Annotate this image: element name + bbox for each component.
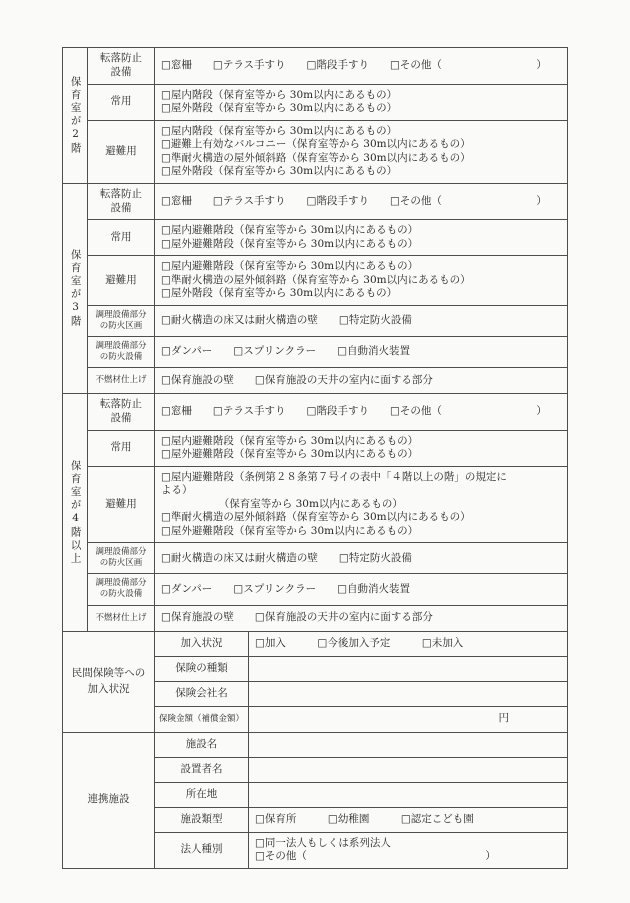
row-content <box>249 833 567 868</box>
row-evacuation-use <box>88 121 567 183</box>
row-label <box>88 467 155 543</box>
section-rows <box>88 394 567 630</box>
section-label-line: 連携施設 <box>87 793 130 806</box>
row-label <box>88 337 155 367</box>
text-line: （保育室等から 30m以内にあるもの） <box>161 497 403 510</box>
checkbox-option-line: □屋内階段（保育室等から 30m以内にあるもの） <box>161 88 398 101</box>
row-label <box>88 306 155 336</box>
section-rows <box>88 48 567 183</box>
row-content <box>155 606 567 631</box>
row-label-line: 保険会社名 <box>175 686 228 699</box>
row-label <box>155 632 249 656</box>
row-label <box>155 733 249 757</box>
checkbox-option-line: □屋内避難階段（保育室等から 30m以内にあるもの） <box>161 434 419 447</box>
section-label-line: 保育室が4階以上 <box>69 459 82 566</box>
row-noncombustible-finish <box>88 368 567 393</box>
row-regular-use <box>88 85 567 121</box>
row-label <box>88 48 155 84</box>
row-regular-use <box>88 220 567 256</box>
row-content <box>249 632 567 656</box>
section-nursery-room-floor-2 <box>63 48 567 184</box>
row-label-line: 避難用 <box>105 273 137 286</box>
text-line: 円 <box>498 712 509 725</box>
row-label-line: 施設名 <box>185 737 218 750</box>
row-label-line: 調理設備部分 <box>95 341 147 352</box>
row-content <box>249 707 567 732</box>
row-label-line: 加入状況 <box>180 636 223 649</box>
checkbox-option-line: □屋内避難階段（保育室等から 30m以内にあるもの） <box>161 260 419 273</box>
row-fall-prevention-equipment <box>88 394 567 431</box>
section-rows <box>88 184 567 393</box>
section-label <box>63 733 155 868</box>
row-label-line: 調理設備部分 <box>95 578 147 589</box>
checkbox-option-line: □窓柵 □テラス手すり □階段手すり □その他（ ） <box>161 194 547 207</box>
row-content <box>155 543 567 573</box>
row-regular-use <box>88 431 567 467</box>
checkbox-option-line: □同一法人もしくは系列法人 <box>255 836 391 849</box>
row-content <box>155 184 567 220</box>
facility-safety-form-table <box>62 47 568 869</box>
row-content <box>155 48 567 84</box>
row-content <box>155 394 567 430</box>
section-rows <box>155 733 567 868</box>
row-corporation-type <box>155 833 567 868</box>
checkbox-option-line: □窓柵 □テラス手すり □階段手すり □その他（ ） <box>161 59 547 72</box>
section-label-line: 民間保険等への <box>71 667 146 680</box>
checkbox-option-line: □耐火構造の床又は耐火構造の壁 □特定防火設備 <box>161 551 412 564</box>
row-content <box>249 783 567 807</box>
text-line: よる） <box>161 484 193 497</box>
row-label-line: 施設類型 <box>180 812 223 825</box>
checkbox-option-line: □耐火構造の床又は耐火構造の壁 □特定防火設備 <box>161 314 412 327</box>
row-label-line: 不燃材仕上げ <box>95 612 147 623</box>
section-label <box>63 184 88 393</box>
row-fall-prevention-equipment <box>88 48 567 85</box>
row-label <box>88 121 155 183</box>
checkbox-option-line: □準耐火構造の屋外傾斜路（保育室等から 30m以内にあるもの） <box>161 511 471 524</box>
row-cooking-area-fire-equipment <box>88 574 567 605</box>
checkbox-option-line: □避難上有効なバルコニー（保育室等から 30m以内にあるもの） <box>161 138 471 151</box>
checkbox-option-line: □保育施設の壁 □保育施設の天井の室内に面する部分 <box>161 611 433 624</box>
row-content <box>155 85 567 120</box>
row-noncombustible-finish <box>88 606 567 631</box>
row-content <box>155 121 567 183</box>
row-label-line: 設置者名 <box>180 762 223 775</box>
row-label <box>155 808 249 832</box>
row-content <box>249 682 567 706</box>
section-label-line: 保育室が2階 <box>69 75 82 156</box>
row-label <box>155 783 249 807</box>
row-facility-category <box>155 808 567 833</box>
row-evacuation-use <box>88 256 567 306</box>
row-label <box>88 85 155 120</box>
section-nursery-room-floor-4-plus <box>63 394 567 631</box>
row-founder-name <box>155 758 567 783</box>
row-location <box>155 783 567 808</box>
checkbox-option-line: □屋外避難階段（保育室等から 30m以内にあるもの） <box>161 448 419 461</box>
checkbox-option-line: □準耐火構造の屋外傾斜路（保育室等から 30m以内にあるもの） <box>161 273 471 286</box>
row-label-line: 所在地 <box>185 787 218 800</box>
row-label <box>88 606 155 631</box>
row-content <box>155 337 567 367</box>
checkbox-option-line: □屋外階段（保育室等から 30m以内にあるもの） <box>161 102 398 115</box>
section-label <box>63 394 88 630</box>
row-label-line: 避難用 <box>105 144 137 157</box>
section-rows <box>155 632 567 732</box>
row-label <box>155 833 249 868</box>
row-label-line: 常用 <box>110 441 132 454</box>
row-label-line: 保険の種類 <box>175 661 228 674</box>
checkbox-option-line: □ダンパー □スプリンクラー □自動消火装置 <box>161 345 411 358</box>
row-label-line: 設備 <box>110 411 132 424</box>
row-label <box>88 431 155 466</box>
checkbox-option-line: □屋内避難階段（保育室等から 30m以内にあるもの） <box>161 224 419 237</box>
section-label-line: 保育室が3階 <box>69 248 82 329</box>
row-label-line: の防火設備 <box>99 352 143 363</box>
row-label-line: 避難用 <box>105 497 137 510</box>
row-label-line: 法人種別 <box>180 843 223 856</box>
row-content <box>249 733 567 757</box>
row-content <box>155 431 567 466</box>
row-content <box>155 574 567 604</box>
section-label <box>63 632 155 732</box>
row-label-line: 転落防止 <box>100 187 142 200</box>
section-label-line: 加入状況 <box>87 682 130 695</box>
row-label-line: 設備 <box>110 201 132 214</box>
row-enrollment-status <box>155 632 567 657</box>
checkbox-option-line: □ダンパー □スプリンクラー □自動消火装置 <box>161 582 411 595</box>
checkbox-option-line: □保育施設の壁 □保育施設の天井の室内に面する部分 <box>161 373 433 386</box>
row-fall-prevention-equipment <box>88 184 567 221</box>
row-label <box>88 184 155 220</box>
row-label-line: 転落防止 <box>100 52 142 64</box>
row-label-line: の防火設備 <box>99 589 143 600</box>
row-label-line: 調理設備部分 <box>95 309 147 320</box>
row-label <box>155 707 249 732</box>
row-content <box>249 808 567 832</box>
row-insurance-type <box>155 657 567 682</box>
row-content <box>155 368 567 393</box>
row-insurance-amount <box>155 707 567 732</box>
checkbox-option-line: □屋外階段（保育室等から 30m以内にあるもの） <box>161 287 398 300</box>
checkbox-option-line: □屋外階段（保育室等から 30m以内にあるもの） <box>161 165 398 178</box>
row-label <box>88 543 155 573</box>
checkbox-option-line: □屋外避難階段（保育室等から 30m以内にあるもの） <box>161 237 419 250</box>
row-label-line: 保険金額（補償金額） <box>158 713 244 724</box>
row-content <box>155 467 567 543</box>
row-label <box>88 368 155 393</box>
checkbox-option-line: □屋内階段（保育室等から 30m以内にあるもの） <box>161 124 398 137</box>
row-content <box>155 256 567 305</box>
row-label-line: 転落防止 <box>100 398 142 411</box>
row-insurance-company-name <box>155 682 567 707</box>
row-cooking-area-fire-compartment <box>88 543 567 574</box>
checkbox-option-line: □準耐火構造の屋外傾斜路（保育室等から 30m以内にあるもの） <box>161 151 471 164</box>
checkbox-option-line: □窓柵 □テラス手すり □階段手すり □その他（ ） <box>161 405 547 418</box>
row-label <box>155 758 249 782</box>
section-label <box>63 48 88 183</box>
section-private-insurance-enrollment <box>63 632 567 733</box>
row-evacuation-use <box>88 467 567 544</box>
row-content <box>249 758 567 782</box>
row-content <box>155 306 567 336</box>
row-cooking-area-fire-compartment <box>88 306 567 337</box>
checkbox-option-line: □加入 □今後加入予定 □未加入 <box>255 636 464 649</box>
row-label-line: 設備 <box>110 65 132 78</box>
row-label <box>88 394 155 430</box>
checkbox-option-line: □保育所 □幼稚園 □認定こども園 <box>255 812 474 825</box>
row-content <box>249 657 567 681</box>
row-label <box>88 256 155 305</box>
section-nursery-room-floor-3 <box>63 184 567 394</box>
row-facility-name <box>155 733 567 758</box>
row-label-line: 常用 <box>110 95 132 108</box>
row-label-line: 不燃材仕上げ <box>95 375 147 386</box>
row-label-line: の防火区画 <box>99 558 143 569</box>
row-cooking-area-fire-equipment <box>88 337 567 368</box>
row-label <box>88 220 155 255</box>
row-label <box>155 657 249 681</box>
checkbox-option-line: □屋内避難階段（条例第２８条第７号イの表中「４階以上の階」の規定に <box>161 470 507 483</box>
checkbox-option-line: □屋外避難階段（保育室等から 30m以内にあるもの） <box>161 524 419 537</box>
checkbox-option-line: □その他（ ） <box>255 850 496 863</box>
row-label-line: 常用 <box>110 231 132 243</box>
row-label <box>155 682 249 706</box>
row-label <box>88 574 155 604</box>
row-content <box>155 220 567 255</box>
row-label-line: 調理設備部分 <box>95 547 147 558</box>
row-label-line: の防火区画 <box>99 320 143 331</box>
section-partner-facility <box>63 733 567 868</box>
